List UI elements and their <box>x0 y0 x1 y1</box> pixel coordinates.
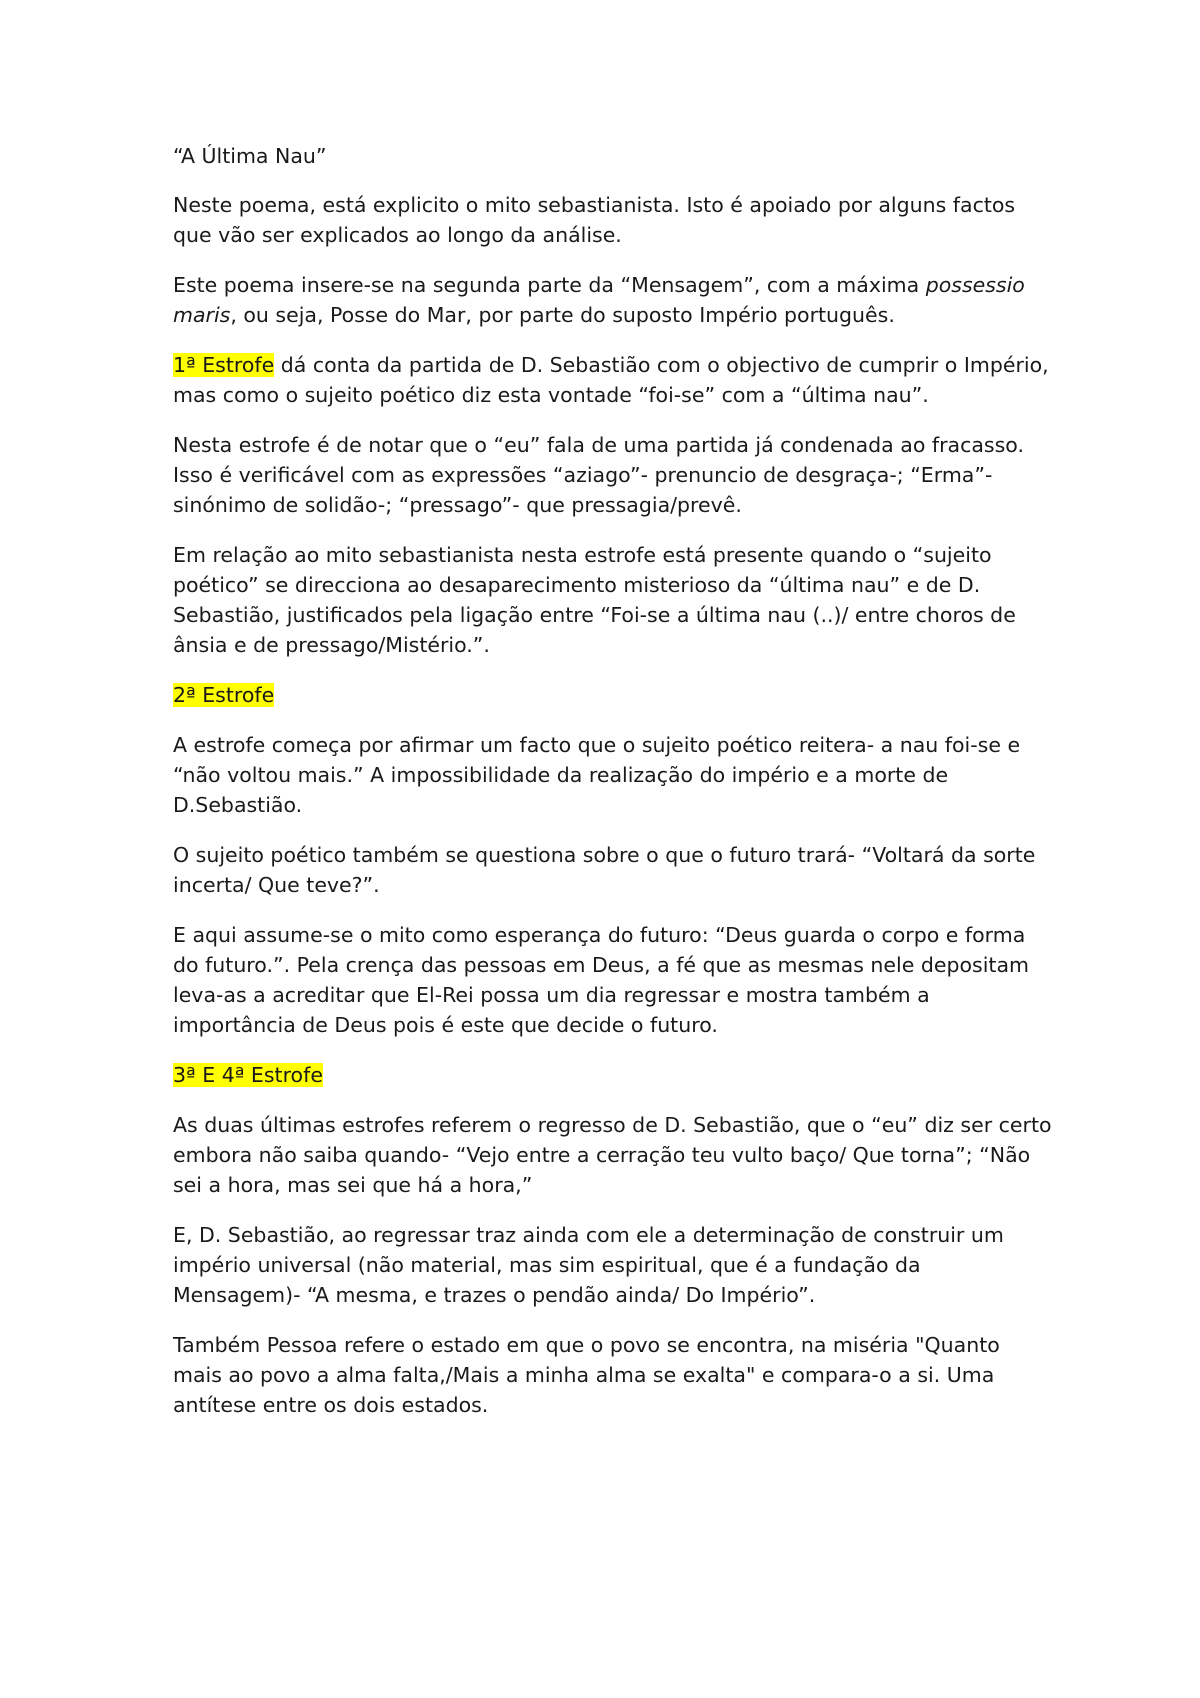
italic-phrase: possessio maris <box>173 273 1025 327</box>
paragraph-stanza-3-4-empire: E, D. Sebastião, ao regressar traz ainda com ele a determinação de construir um império universal (não material, mas sim espiritual, que é a fundação da Mensagem)- “A mesma, e trazes o pendão ainda/ Do Império”. <box>173 1223 1004 1307</box>
paragraph-stanza-1-text: dá conta da partida de D. Sebastião com o objectivo de cumprir o Império, mas como o sujeito poético diz esta vontade “foi-se” com a “última nau”. <box>173 353 1049 407</box>
document-title: “A Última Nau” <box>173 144 327 168</box>
highlight-stanza-1: 1ª Estrofe <box>173 353 275 377</box>
paragraph-stanza-1-myth: Em relação ao mito sebastianista nesta estrofe está presente quando o “sujeito poético” se direcciona ao desaparecimento misterioso da “última nau” e de D. Sebastião, justificados pela ligação entre “Foi-se a última nau (..)/ entre choros de ânsia e de pressago/Mistério.”. <box>173 543 1016 657</box>
paragraph-stanza-2-fact: A estrofe começa por afirmar um facto que o sujeito poético reitera- a nau foi-se e “não voltou mais.” A impossibilidade da realização do império e a morte de D.Sebastião. <box>173 733 1021 817</box>
heading-stanza-3-4 <box>173 1060 1053 1090</box>
document-page <box>173 141 1053 1440</box>
paragraph-stanza-3-4-return: As duas últimas estrofes referem o regresso de D. Sebastião, que o “eu” diz ser certo embora não saiba quando- “Vejo entre a cerração teu vulto baço/ Que torna”; “Não sei a hora, mas sei que há a hora,” <box>173 1113 1052 1197</box>
paragraph-stanza-1-notes: Nesta estrofe é de notar que o “eu” fala de uma partida já condenada ao fracasso. Isso é verificável com as expressões “aziago”- prenuncio de desgraça-; “Erma”- sinónimo de solidão-; “pressago”- que pressagia/prevê. <box>173 433 1024 517</box>
paragraph-context <box>173 270 1053 330</box>
paragraph-context-start: Este poema insere-se na segunda parte da “Mensagem”, com a máxima <box>173 273 926 297</box>
paragraph-stanza-3-4-people: Também Pessoa refere o estado em que o povo se encontra, na miséria "Quanto mais ao povo a alma falta,/Mais a minha alma se exalta" e compara-o a si. Uma antítese entre os dois estados. <box>173 1333 1000 1417</box>
highlight-stanza-3-4: 3ª E 4ª Estrofe <box>173 1063 323 1087</box>
highlight-stanza-2: 2ª Estrofe <box>173 683 275 707</box>
heading-stanza-2 <box>173 680 1053 710</box>
paragraph-stanza-2-hope: E aqui assume-se o mito como esperança do futuro: “Deus guarda o corpo e forma do futuro.”. Pela crença das pessoas em Deus, a fé que as mesmas nele depositam leva-as a acreditar que El-Rei possa um dia regressar e mostra também a importância de Deus pois é este que decide o futuro. <box>173 923 1029 1037</box>
paragraph-stanza-1 <box>173 350 1053 410</box>
paragraph-intro: Neste poema, está explicito o mito sebastianista. Isto é apoiado por alguns factos que vão ser explicados ao longo da análise. <box>173 193 1016 247</box>
paragraph-context-end: , ou seja, Posse do Mar, por parte do suposto Império português. <box>230 303 895 327</box>
paragraph-stanza-2-question: O sujeito poético também se questiona sobre o que o futuro trará- “Voltará da sorte incerta/ Que teve?”. <box>173 843 1036 897</box>
